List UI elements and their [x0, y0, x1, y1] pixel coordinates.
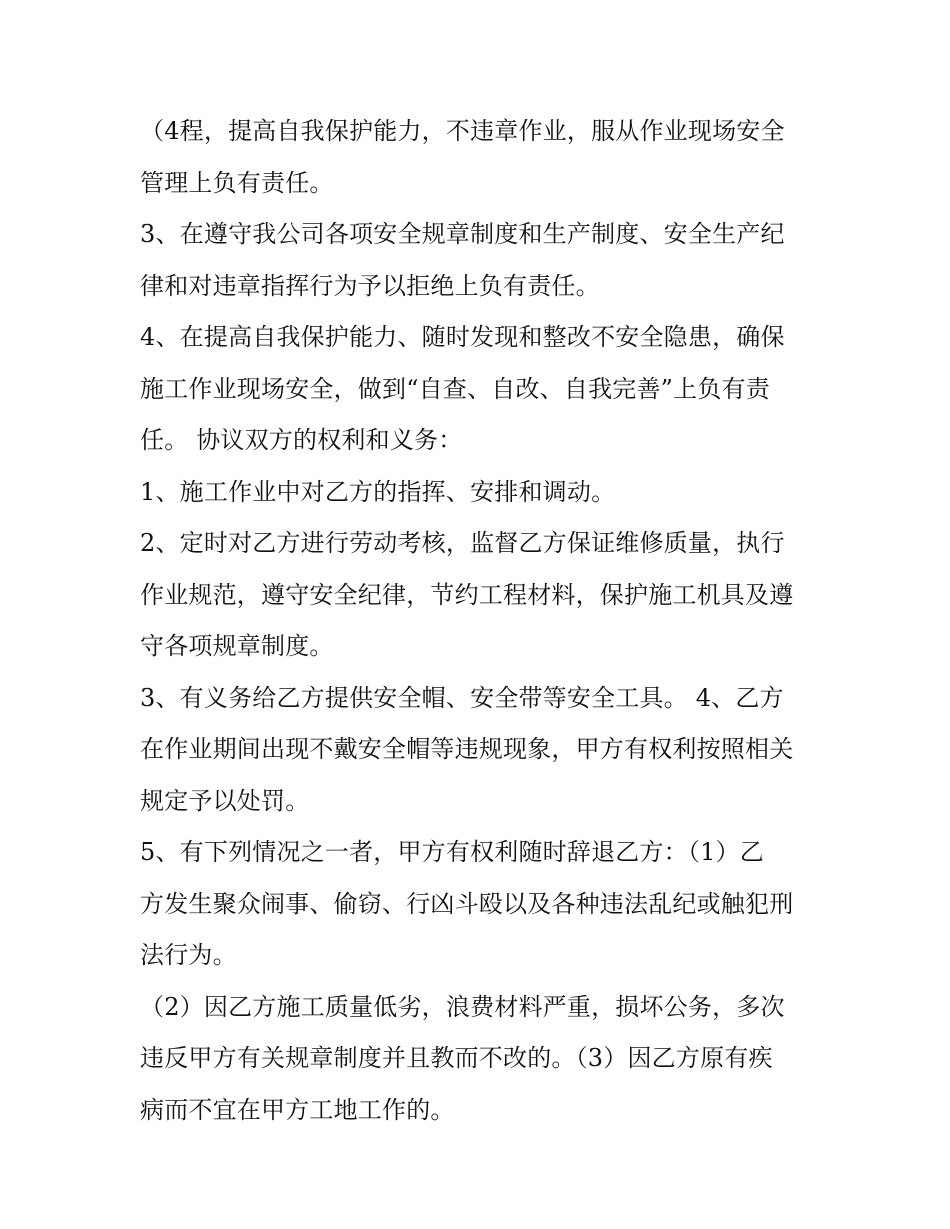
text-line: 在作业期间出现不戴安全帽等违规现象，甲方有权利按照相关	[140, 735, 794, 763]
text-line: （4程，提高自我保护能力，不违章作业，服从作业现场安全	[140, 117, 785, 145]
text-line: 规定予以处罚。	[140, 786, 310, 815]
text-line: 违反甲方有关规章制度并且教而不改的。（3）因乙方原有疾	[140, 1044, 773, 1072]
text-line: 4、在提高自我保护能力、随时发现和整改不安全隐患，确保	[140, 323, 785, 351]
text-line: 律和对违章指挥行为予以拒绝上负有责任。	[140, 271, 600, 300]
text-line: 守各项规章制度。	[140, 632, 334, 660]
text-line: （2）因乙方施工质量低劣，浪费材料严重，损坏公务，多次	[140, 992, 785, 1021]
text-line: 3、有义务给乙方提供安全帽、安全带等安全工具。 4、乙方	[140, 683, 784, 712]
text-line: 管理上负有责任。	[140, 168, 334, 197]
document-page	[140, 106, 820, 1136]
text-line: 1、施工作业中对乙方的指挥、安排和调动。	[140, 477, 616, 506]
text-line: 任。 协议双方的权利和义务：	[140, 426, 463, 454]
text-line: 2、定时对乙方进行劳动考核，监督乙方保证维修质量，执行	[140, 529, 785, 557]
text-line: 3、在遵守我公司各项安全规章制度和生产制度、安全生产纪	[140, 220, 785, 248]
text-line: 病而不宜在甲方工地工作的。	[140, 1095, 455, 1124]
text-line: 法行为。	[140, 941, 237, 969]
text-line: 作业规范，遵守安全纪律，节约工程材料，保护施工机具及遵	[140, 580, 794, 609]
text-line: 方发生聚众闹事、偷窃、行凶斗殴以及各种违法乱纪或触犯刑	[140, 889, 794, 918]
text-line: 5、有下列情况之一者，甲方有权利随时辞退乙方：（1）乙	[140, 838, 764, 866]
text-line: 施工作业现场安全，做到“自查、自改、自我完善”上负有责	[140, 374, 770, 403]
